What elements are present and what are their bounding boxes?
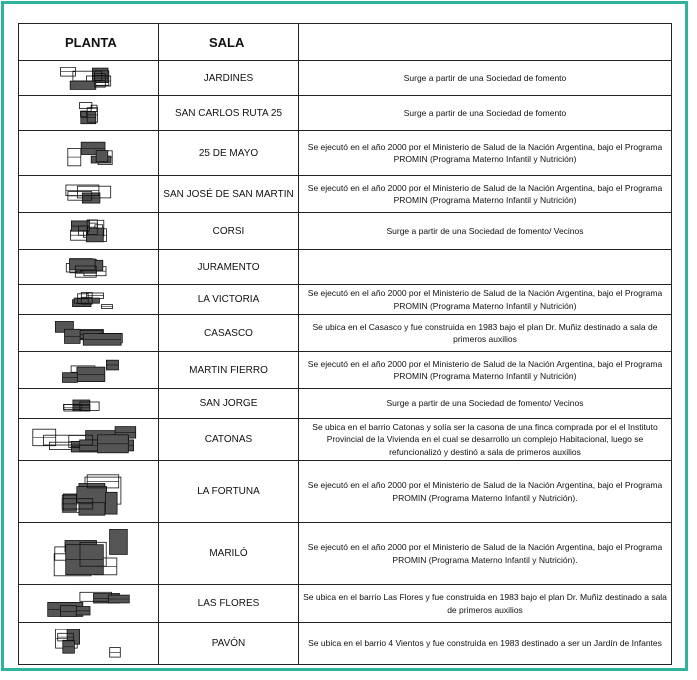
sala-name: CASASCO (159, 315, 299, 352)
planta-cell (19, 585, 159, 623)
table-row (19, 523, 672, 585)
floor-plan-drawing (59, 358, 119, 383)
floor-plan-drawing (63, 256, 115, 279)
planta-cell (19, 250, 159, 285)
floor-plan-drawing (63, 291, 115, 309)
table-row (19, 419, 672, 461)
sala-name: SAN JORGE (159, 389, 299, 419)
floor-plan-drawing (48, 321, 130, 346)
sala-description: Se ejecutó en el año 2000 por el Ministerio de Salud de la Nación Argentina, bajo el Programa PROMIN (Programa Materno Infantil y Nutrición) (299, 352, 672, 389)
header-desc (299, 24, 672, 61)
table-row (19, 585, 672, 623)
floor-plan-drawing (68, 219, 110, 244)
floor-plan-drawing (29, 425, 149, 455)
floor-plan-drawing (48, 182, 130, 207)
sala-description: Se ubica en el barrio Catonas y solía ser la casona de una finca comprada por el el Instituto Provincial de la Vivienda en el cual se desarrollo un complejo Habitacional, luego se refuncionalizó y destinó a sala de primeros auxilios (299, 419, 672, 461)
sala-description: Surge a partir de una Sociedad de fomento (299, 96, 672, 131)
sala-name: JARDINES (159, 61, 299, 96)
table-row (19, 250, 672, 285)
planta-cell (19, 213, 159, 250)
floor-plan-drawing (55, 629, 123, 659)
header-row (19, 24, 672, 61)
sala-description: Se ejecutó en el año 2000 por el Ministerio de Salud de la Nación Argentina, bajo el Programa PROMIN (Programa Materno Infantil y Nutrición) (299, 131, 672, 176)
sala-description: Surge a partir de una Sociedad de fomento/ Vecinos (299, 213, 672, 250)
table-row (19, 176, 672, 213)
sala-description: Se ubica en el barrio Las Flores y fue construida en 1983 bajo el plan Dr. Muñiz destinado a sala de primeros auxilios (299, 585, 672, 623)
sala-name: SAN CARLOS RUTA 25 (159, 96, 299, 131)
floor-plan-drawing (60, 67, 118, 90)
sala-description: Surge a partir de una Sociedad de fomento/ Vecinos (299, 389, 672, 419)
planta-cell (19, 389, 159, 419)
planta-cell (19, 623, 159, 665)
table-row (19, 61, 672, 96)
sala-name: CORSI (159, 213, 299, 250)
table-row (19, 96, 672, 131)
floor-plan-drawing (63, 395, 115, 413)
table-row (19, 213, 672, 250)
sala-name: 25 DE MAYO (159, 131, 299, 176)
planta-cell (19, 315, 159, 352)
sala-description: Se ejecutó en el año 2000 por el Ministerio de Salud de la Nación Argentina, bajo el Programa PROMIN (Programa Materno Infantil y Nutrición) (299, 176, 672, 213)
sala-description (299, 250, 672, 285)
sala-name: SAN JOSÉ DE SAN MARTIN (159, 176, 299, 213)
floor-plan-drawing (74, 102, 104, 125)
sala-name: LA FORTUNA (159, 461, 299, 523)
floor-plan-drawing (64, 137, 114, 170)
sala-name: LAS FLORES (159, 585, 299, 623)
table-row (19, 352, 672, 389)
planta-cell (19, 523, 159, 585)
header-sala: SALA (159, 24, 299, 61)
planta-cell (19, 176, 159, 213)
floor-plan-drawing (49, 529, 129, 579)
planta-cell (19, 419, 159, 461)
sala-name: PAVÓN (159, 623, 299, 665)
table-row (19, 131, 672, 176)
sala-name: LA VICTORIA (159, 285, 299, 315)
table-row (19, 389, 672, 419)
sala-description: Se ejecutó en el año 2000 por el Ministerio de Salud de la Nación Argentina, bajo el Programa PROMIN (Programa Materno Infantil y Nutrición). (299, 461, 672, 523)
planta-cell (19, 285, 159, 315)
sala-name: MARTIN FIERRO (159, 352, 299, 389)
sala-description: Se ubica en el Casasco y fue construida en 1983 bajo el plan Dr. Muñiz destinado a sala de primeros auxilios (299, 315, 672, 352)
sala-description: Se ejecutó en el año 2000 por el Ministerio de Salud de la Nación Argentina, bajo el Programa PROMIN (Programa Materno Infantil y Nutrición). (299, 523, 672, 585)
table-row (19, 461, 672, 523)
planta-cell (19, 131, 159, 176)
table-row (19, 623, 672, 665)
sala-description: Surge a partir de una Sociedad de fomento (299, 61, 672, 96)
planta-cell (19, 352, 159, 389)
sala-name: CATONAS (159, 419, 299, 461)
planta-cell (19, 61, 159, 96)
planta-cell (19, 96, 159, 131)
sala-name: JURAMENTO (159, 250, 299, 285)
table-row (19, 285, 672, 315)
floor-plan-drawing (44, 591, 134, 617)
sala-description: Se ejecutó en el año 2000 por el Ministerio de Salud de la Nación Argentina, bajo el Programa PROMIN (Programa Materno Infantil y Nutrición) (299, 285, 672, 315)
salas-table (18, 23, 672, 665)
sala-name: MARILÓ (159, 523, 299, 585)
sala-description: Se ubica en el barrio 4 Vientos y fue construida en 1983 destinado a ser un Jardín de Infantes (299, 623, 672, 665)
table-row (19, 315, 672, 352)
header-planta: PLANTA (19, 24, 159, 61)
planta-cell (19, 461, 159, 523)
floor-plan-drawing (53, 467, 125, 517)
